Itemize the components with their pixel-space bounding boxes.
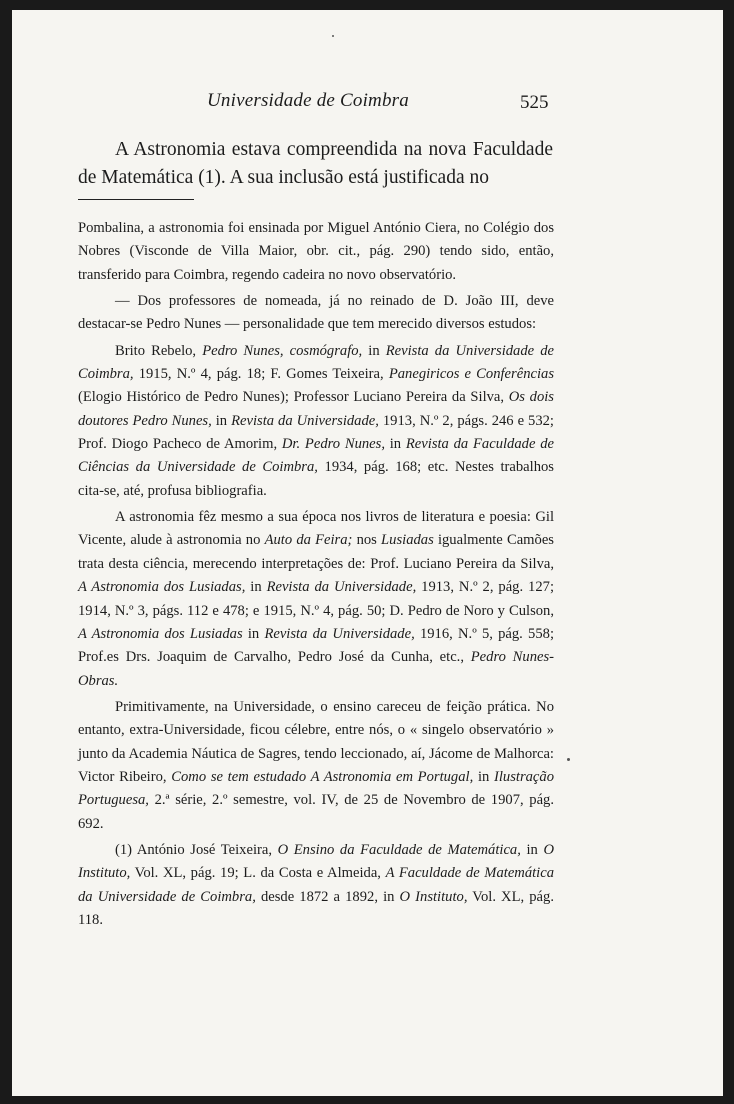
footnotes-block	[78, 217, 554, 935]
italic-run: Revista da Universidade,	[264, 625, 415, 642]
text-run: 1913, N.º 2, págs. 246 e 532; Prof. Diogo Pacheco de Amorim,	[78, 412, 554, 453]
text-run: A astronomia fêz mesmo a sua época nos livros de literatura e poesia: Gil Vicente, alude à astronomia no	[78, 509, 554, 549]
text-run: in	[520, 841, 544, 858]
text-run: Vol. XL, pág. 118.	[78, 888, 554, 928]
text-run: in	[473, 768, 494, 785]
text-run: 1913, N.º 2, pág. 127; 1914, N.º 3, págs. 112 e 478; e 1915, N.º 4, pág. 50; D. Pedro de Noro y Culson,	[78, 579, 554, 619]
footnote-paragraph	[78, 340, 554, 503]
text-run: — Dos professores de nomeada, já no reinado de D. João III, deve destacar-se Pedro Nunes — personalidade que tem merecido diversos estudos:	[78, 293, 554, 333]
italic-run: O Instituto,	[399, 888, 468, 905]
text-run: in	[211, 412, 232, 429]
italic-run: Pedro Nunes, cosmógrafo,	[202, 342, 363, 359]
text-run: Brito Rebelo,	[115, 342, 203, 359]
text-run: in	[245, 579, 267, 596]
italic-run: Lusiadas	[381, 532, 434, 549]
text-run: in	[242, 625, 265, 642]
italic-run: Dr. Pedro Nunes,	[281, 436, 385, 453]
footnote-paragraph	[78, 290, 554, 337]
italic-run: O Ensino da Faculdade de Matemática,	[277, 841, 521, 858]
italic-run: Como se tem estudado A Astronomia em Portugal,	[171, 768, 474, 785]
text-run: 1934, pág. 168; etc. Nestes trabalhos cita-se, até, profusa bibliografia.	[78, 459, 554, 499]
text-run: 1916, N.º 5, pág. 558; Prof.es Drs. Joaquim de Carvalho, Pedro José da Cunha, etc.,	[78, 625, 555, 666]
italic-run: Ilustração Portuguesa,	[78, 768, 554, 809]
body-paragraph: A Astronomia estava compreendida na nova Faculdade de Matemática (1). A sua inclusão está justificada no	[78, 139, 553, 188]
italic-run: Pedro Nunes-Obras.	[78, 649, 555, 689]
footnote-paragraph	[78, 217, 554, 287]
italic-run: Revista da Faculdade de Ciências da Universidade de Coimbra,	[78, 436, 554, 476]
ink-speck	[567, 758, 570, 761]
text-run: igualmente Camões trata desta ciência, merecendo interpretações de: Prof. Luciano Pereira da Silva,	[78, 532, 554, 572]
running-title: Universidade de Coimbra	[207, 90, 409, 111]
text-run: Primitivamente, na Universidade, o ensino careceu de feição prática. No entanto, extra-Universidade, ficou célebre, entre nós, o « singelo observatório » junto da Academia Náutica de Sagres, tendo leccionado, aí, Jácome de Malhorca: Victor Ribeiro,	[78, 698, 554, 785]
page-header	[12, 90, 723, 120]
italic-run: O Instituto,	[78, 841, 554, 882]
italic-run: Os dois doutores Pedro Nunes,	[78, 389, 554, 429]
text-run: (1) António José Teixeira,	[115, 841, 278, 858]
footnote-paragraph	[78, 839, 554, 932]
footnote-paragraph	[78, 696, 554, 836]
italic-run: A Astronomia dos Lusiadas	[78, 625, 243, 642]
text-run: 1915, N.º 4, pág. 18; F. Gomes Teixeira,	[133, 366, 389, 383]
text-run: Vol. XL, pág. 19; L. da Costa e Almeida,	[130, 865, 386, 882]
italic-run: A Astronomia dos Lusiadas,	[78, 579, 246, 596]
italic-run: Panegiricos e Conferências	[388, 366, 555, 383]
italic-run: Revista da Universidade,	[266, 579, 417, 596]
text-run: (Elogio Histórico de Pedro Nunes); Professor Luciano Pereira da Silva,	[78, 389, 509, 406]
page-number: 525	[520, 92, 549, 113]
footnote-separator	[78, 199, 194, 200]
footnote-paragraph	[78, 506, 554, 693]
italic-run: Auto da Feira;	[264, 532, 353, 549]
text-run: in	[384, 436, 406, 453]
italic-run: Revista da Universidade de Coimbra,	[78, 342, 554, 383]
text-run: 2.ª série, 2.º semestre, vol. IV, de 25 de Novembro de 1907, pág. 692.	[78, 792, 554, 832]
book-page	[12, 10, 723, 1096]
text-run: desde 1872 a 1892, in	[255, 888, 400, 905]
italic-run: Revista da Universidade,	[231, 412, 379, 429]
text-run: in	[362, 342, 386, 359]
italic-run: A Faculdade de Matemática da Universidade de Coimbra,	[78, 865, 555, 905]
text-run: Pombalina, a astronomia foi ensinada por Miguel António Ciera, no Colégio dos Nobres (Visconde de Villa Maior, obr. cit., pág. 290) tendo sido, então, transferido para Coimbra, regendo cadeira no novo observatório.	[78, 220, 554, 283]
ink-speck	[332, 35, 334, 37]
text-run: nos	[352, 532, 382, 549]
